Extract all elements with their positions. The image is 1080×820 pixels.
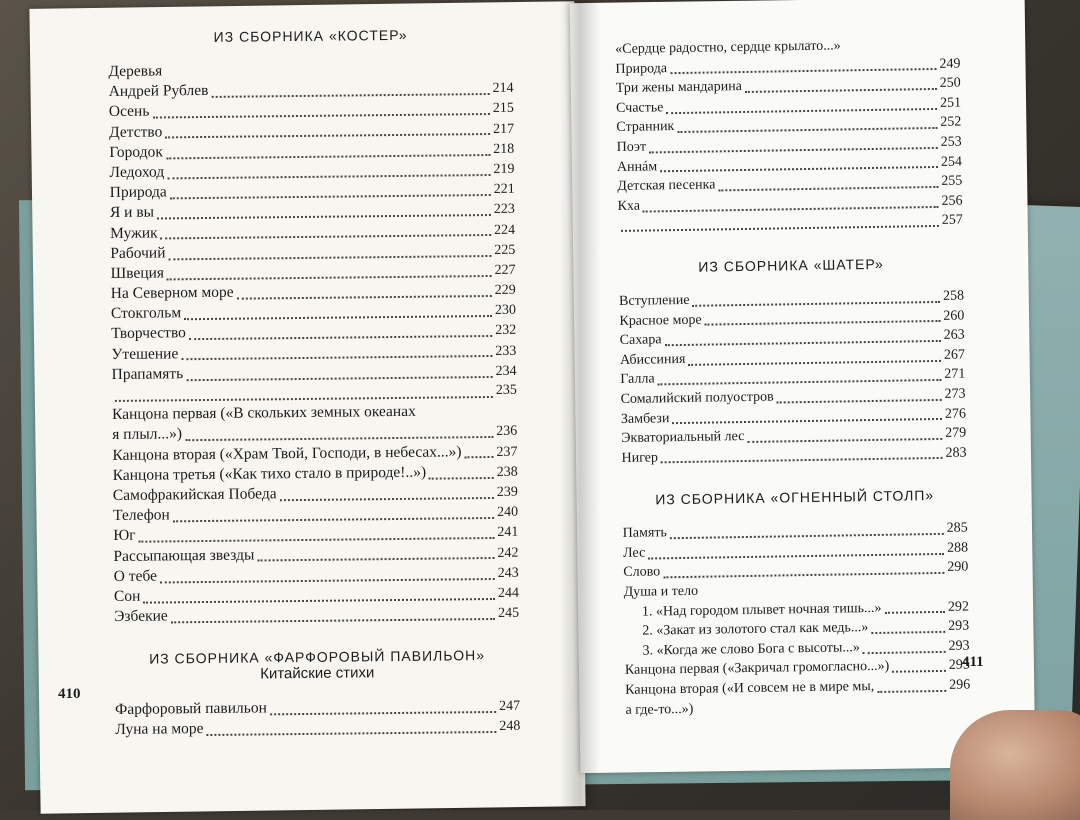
toc-leader-dots: [143, 582, 495, 603]
toc-entry: Душа и тело: [623, 583, 699, 600]
toc-leader-dots: [747, 424, 942, 443]
toc-entry-title: 2. «Закат из золотого стал как медь...»: [642, 620, 869, 639]
toc-page-number: 295: [948, 657, 970, 674]
toc-leader-dots: [161, 219, 492, 240]
toc-leader-dots: [884, 597, 945, 614]
right-toc-column: [615, 35, 971, 721]
toc-entry-title: Городок: [109, 143, 163, 161]
toc-page-number: 234: [495, 363, 517, 379]
toc-page-number: 248: [499, 719, 521, 735]
toc-page-number: 242: [497, 545, 519, 561]
toc-leader-dots: [173, 501, 495, 522]
toc-entry-title: Сон: [113, 587, 141, 605]
toc-leader-dots: [863, 637, 946, 654]
toc-page-number: 233: [495, 343, 517, 359]
toc-entry-title: Красное море: [619, 312, 702, 329]
toc-page-number: 267: [943, 347, 966, 363]
toc-leader-dots: [236, 279, 491, 299]
toc-page-number: 296: [949, 677, 971, 693]
toc-page-number: 224: [494, 222, 516, 238]
toc-leader-dots: [643, 191, 939, 212]
toc-entry-title: Природа: [615, 60, 668, 77]
toc-page-number: 250: [939, 75, 961, 92]
toc-page-number: 255: [941, 173, 963, 190]
toc-page-number: 293: [948, 638, 970, 654]
toc-leader-dots: [718, 172, 938, 191]
toc-page-number: 221: [493, 181, 515, 198]
toc-entry-title: Поэт: [616, 139, 647, 155]
toc-entry-title: Галла: [620, 371, 655, 388]
toc-leader-dots: [211, 78, 489, 98]
toc-page-number: 283: [945, 445, 967, 461]
toc-leader-dots: [279, 481, 493, 501]
toc-entry-title: Ледоход: [109, 163, 165, 181]
toc-page-number: 235: [495, 382, 517, 398]
book-gutter: [560, 0, 600, 810]
toc-page-number: 240: [496, 504, 519, 521]
toc-leader-dots: [189, 320, 492, 341]
toc-entry-title: Сахара: [619, 332, 662, 349]
toc-page-number: 285: [946, 520, 968, 537]
toc-page-number: 249: [939, 56, 961, 72]
toc-page-number: 271: [944, 366, 966, 383]
toc-leader-dots: [184, 300, 492, 321]
toc-leader-dots: [745, 74, 937, 93]
toc-page-number: 218: [493, 141, 515, 157]
toc-leader-dots: [648, 539, 944, 560]
toc-entry-title: Фарфоровый павильон: [115, 699, 267, 719]
toc-entry-title: Швеция: [110, 264, 165, 282]
toc-entry-title: Память: [622, 525, 668, 542]
toc-leader-dots: [877, 676, 946, 693]
toc-leader-dots: [171, 602, 496, 623]
toc-entry-title: Канцона третья («Как тихо стало в природе!..»): [112, 463, 427, 484]
toc-leader-dots: [649, 133, 938, 154]
toc-page-number: 241: [497, 525, 519, 541]
section-heading: ИЗ СБОРНИКА «ШАТЕР»: [698, 255, 884, 275]
toc-leader-dots: [670, 54, 937, 74]
toc-entry-title: я плыл...»): [112, 425, 183, 444]
toc-page-number: 279: [945, 425, 967, 441]
toc-page-number: 293: [948, 618, 970, 635]
toc-page-number: 257: [941, 212, 963, 229]
toc-entry-title: Нигер: [621, 450, 659, 466]
toc-entry-title: На Северном море: [110, 283, 234, 303]
toc-page-number: 244: [497, 585, 519, 601]
toc-page-number: 253: [940, 134, 962, 150]
toc-page-number: 215: [492, 101, 514, 117]
toc-leader-dots: [871, 617, 945, 634]
toc-leader-dots: [777, 385, 942, 404]
toc-leader-dots: [677, 113, 937, 133]
toc-page-number: 288: [946, 540, 969, 556]
toc-entry-title: Аннáм: [616, 158, 658, 175]
toc-page-number: 214: [492, 80, 514, 97]
toc-entry-title: 3. «Когда же слово Бога с высоты...»: [642, 640, 860, 659]
toc-entry-title: Канцона вторая («Храм Твой, Господи, в небесах...»): [112, 442, 462, 464]
toc-leader-dots: [152, 98, 490, 119]
toc-entry-title: Слово: [623, 564, 661, 581]
right-page-number: 411: [962, 654, 984, 670]
toc-page-number: 245: [498, 605, 520, 622]
toc-entry-title: Экваториальный лес: [621, 429, 745, 447]
toc-page-number: 223: [493, 202, 515, 218]
toc-entry-title: Утешение: [111, 344, 179, 363]
toc-page-number: 273: [944, 386, 966, 402]
toc-page-number: 292: [947, 599, 970, 615]
toc-entry-title: Три жены мандарина: [615, 79, 742, 97]
toc-page-number: 227: [494, 262, 516, 278]
toc-leader-dots: [181, 340, 492, 361]
toc-page-number: 276: [944, 406, 967, 422]
toc-page-number: 247: [499, 698, 521, 715]
toc-leader-dots: [664, 326, 940, 346]
toc-leader-dots: [166, 138, 491, 159]
section-heading: ИЗ СБОРНИКА «ОГНЕННЫЙ СТОЛП»: [655, 487, 935, 508]
toc-leader-dots: [429, 461, 494, 479]
toc-page-number: 225: [494, 242, 516, 258]
toc-leader-dots: [138, 522, 494, 543]
toc-entry-title: Канцона первая («Закричал громогласно...»): [624, 659, 890, 679]
toc-page-number: 256: [941, 193, 963, 209]
toc-page-number: 254: [940, 154, 963, 170]
toc-entry-title: Луна на море: [115, 720, 204, 739]
toc-leader-dots: [160, 562, 495, 583]
toc-leader-dots: [206, 716, 496, 737]
toc-entry-title: Эзбекие: [114, 607, 168, 626]
toc-page-number: 263: [943, 327, 965, 343]
toc-entry-title: Осень: [108, 102, 150, 121]
toc-entry-title: Телефон: [112, 506, 170, 525]
toc-leader-dots: [692, 287, 940, 307]
toc-leader-dots: [186, 360, 493, 381]
toc-leader-dots: [165, 118, 490, 139]
toc-leader-dots: [663, 558, 944, 578]
left-toc-column: [108, 26, 520, 741]
toc-entry-title: Канцона вторая («И совсем не в мире мы,: [625, 679, 875, 698]
toc-entry-title: Детство: [108, 122, 163, 141]
toc-entry: «Сердце радостно, сердце крылато...»: [615, 38, 841, 57]
toc-entry-title: Мужик: [110, 223, 158, 242]
toc-entry-title: а где-то...»): [625, 701, 694, 718]
toc-leader-dots: [657, 365, 941, 385]
toc-leader-dots: [661, 443, 943, 463]
toc-entry-title: Абиссиния: [619, 351, 686, 368]
toc-entry-title: Лес: [622, 545, 646, 561]
toc-page-number: 252: [940, 114, 962, 131]
toc-entry-title: Странник: [616, 119, 675, 136]
toc-page-number: 237: [496, 444, 518, 460]
toc-entry-title: Сомалийский полуостров: [620, 389, 774, 407]
toc-entry-title: Андрей Рублев: [108, 82, 209, 101]
toc-leader-dots: [115, 380, 493, 401]
toc-page-number: 251: [939, 95, 962, 111]
toc-leader-dots: [660, 152, 938, 172]
section-heading: ИЗ СБОРНИКА «ФАРФОРОВЫЙ ПАВИЛЬОН»: [149, 647, 486, 667]
toc-page-number: 290: [947, 559, 969, 576]
toc-leader-dots: [168, 239, 491, 260]
toc-entry-title: Самофракийская Победа: [112, 485, 277, 504]
toc-entry-title: Стокгольм: [110, 304, 182, 323]
toc-leader-dots: [666, 94, 937, 114]
toc-page-number: 236: [496, 424, 518, 440]
toc-leader-dots: [257, 542, 494, 562]
toc-page-number: 230: [494, 302, 517, 319]
toc-page-number: 243: [497, 565, 519, 581]
toc-leader-dots: [170, 178, 491, 199]
section-subheading: Китайские стихи: [260, 664, 375, 683]
section-heading: ИЗ СБОРНИКА «КОСТЕР»: [213, 26, 408, 45]
toc-entry-title: Рассыпающая звезды: [113, 545, 255, 565]
toc-entry-title: Прапамять: [111, 365, 184, 383]
toc-entry: [115, 716, 520, 740]
toc-leader-dots: [670, 519, 944, 539]
toc-entry-title: Детская песенка: [617, 177, 716, 195]
toc-entry-title: Творчество: [111, 324, 186, 343]
toc-entry-title: Юг: [113, 527, 136, 545]
toc-entry: Канцона первая («В скольких земных океанах: [111, 402, 416, 424]
toc-entry-title: О тебе: [113, 567, 158, 585]
toc-leader-dots: [892, 656, 946, 673]
toc-page-number: 260: [943, 308, 965, 324]
toc-page-number: 219: [493, 161, 515, 177]
left-page-number: 410: [58, 686, 81, 702]
toc-page-number: 258: [942, 288, 965, 304]
toc-page-number: 232: [495, 323, 517, 339]
toc-leader-dots: [167, 259, 492, 280]
toc-entry-title: Рабочий: [110, 244, 166, 262]
toc-leader-dots: [157, 199, 491, 220]
toc-entry-title: Деревья: [108, 62, 163, 80]
toc-page-number: 239: [496, 484, 518, 500]
toc-page-number: 217: [492, 121, 515, 137]
toc-leader-dots: [185, 421, 493, 442]
toc-leader-dots: [464, 441, 493, 459]
toc-leader-dots: [270, 696, 496, 716]
toc-entry-title: Я и вы: [109, 203, 155, 222]
toc-leader-dots: [704, 306, 940, 326]
toc-entry-title: Счастье: [615, 100, 664, 116]
toc-entry-title: Природа: [109, 183, 167, 202]
toc-entry-title: Кха: [617, 198, 641, 214]
toc-page-number: 229: [494, 282, 516, 299]
thumb: [950, 710, 1080, 820]
toc-entry-title: Замбези: [620, 410, 670, 427]
toc-entry-title: Вступление: [618, 292, 690, 309]
toc-leader-dots: [688, 345, 941, 365]
toc-leader-dots: [167, 158, 490, 179]
toc-leader-dots: [672, 404, 942, 424]
toc-page-number: 238: [496, 464, 518, 480]
toc-entry-title: 1. «Над городом плывет ночная тишь...»: [641, 600, 882, 620]
